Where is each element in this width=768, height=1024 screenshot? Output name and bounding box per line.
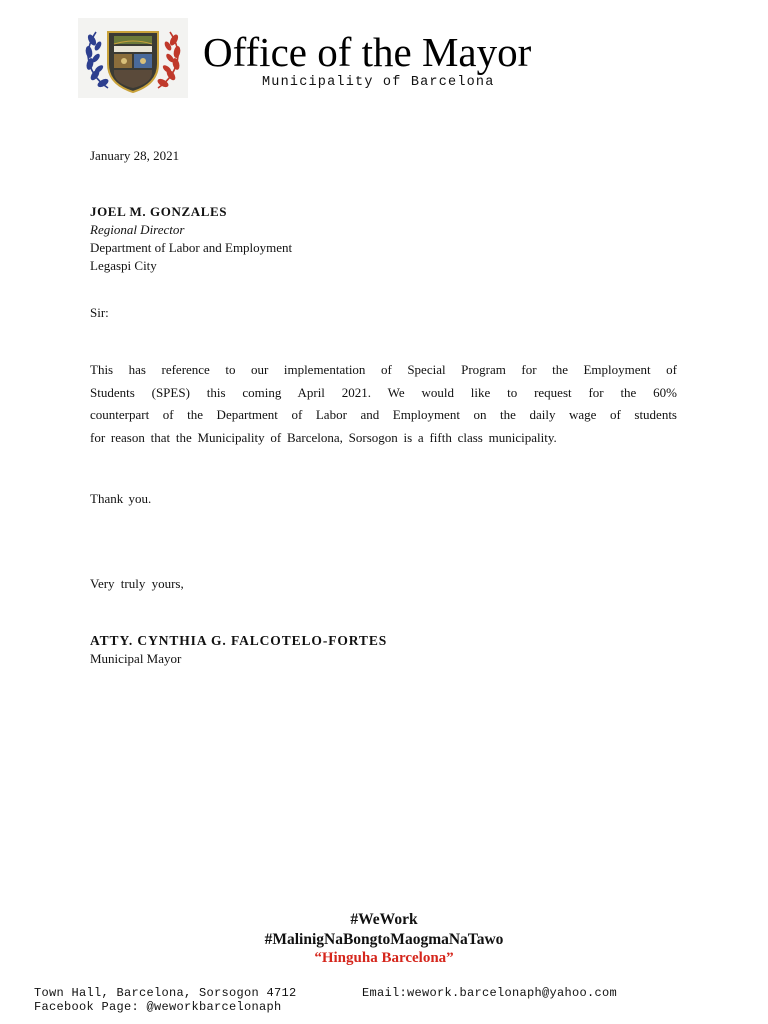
- footer-facebook: Facebook Page: @weworkbarcelonaph: [34, 1000, 282, 1014]
- office-title: Office of the Mayor: [203, 29, 532, 75]
- body-line: Students (SPES) this coming April 2021. We would like to request for the 60%: [90, 384, 677, 400]
- hashtag-wework: #WeWork: [350, 911, 418, 928]
- recipient-city: Legaspi City: [90, 258, 157, 273]
- footer-address: Town Hall, Barcelona, Sorsogon 4712: [34, 986, 297, 1000]
- signatory-name: ATTY. CYNTHIA G. FALCOTELO-FORTES: [90, 633, 388, 648]
- office-subtitle: Municipality of Barcelona: [262, 75, 495, 90]
- letter-date: January 28, 2021: [90, 148, 180, 163]
- motto: “Hinguha Barcelona”: [314, 950, 454, 966]
- recipient-name: JOEL M. GONZALES: [90, 204, 228, 219]
- municipal-seal-logo: [78, 18, 188, 98]
- footer-email: Email:wework.barcelonaph@yahoo.com: [362, 986, 618, 1000]
- hashtag-malinig: #MalinigNaBongtoMaogmaNaTawo: [264, 931, 504, 948]
- body-line: This has reference to our implementation of Special Program for the Employment of: [90, 362, 677, 377]
- body-line: counterpart of the Department of Labor and Employment on the daily wage of students: [90, 407, 677, 422]
- salutation: Sir:: [90, 305, 109, 320]
- signatory-title: Municipal Mayor: [90, 651, 182, 666]
- closing-line: Very truly yours,: [90, 576, 184, 591]
- thanks-line: Thank you.: [90, 491, 152, 506]
- letter-body: [90, 359, 677, 449]
- recipient-department: Department of Labor and Employment: [90, 240, 293, 255]
- recipient-position: Regional Director: [90, 222, 185, 237]
- body-line: for reason that the Municipality of Barcelona, Sorsogon is a fifth class municipality.: [90, 429, 557, 445]
